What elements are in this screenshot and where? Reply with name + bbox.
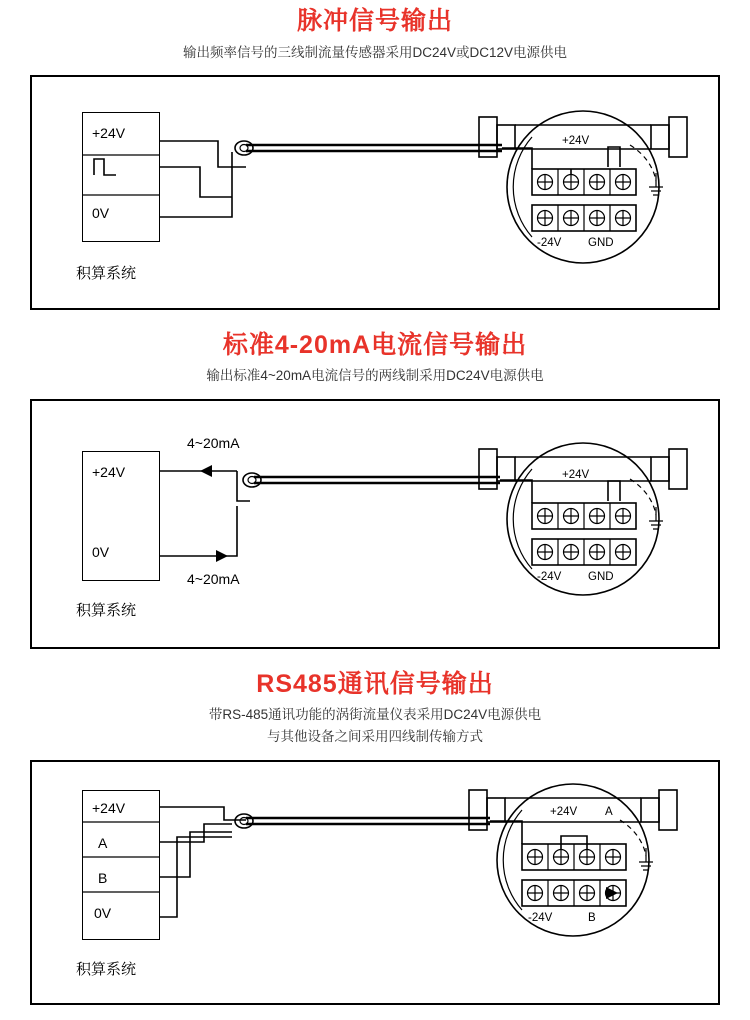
controller-terminal-label: +24V — [92, 799, 126, 816]
ground-icon — [639, 848, 653, 870]
wiring-current — [32, 401, 722, 651]
section-current-subtitle: 输出标准4~20mA电流信号的两线制采用DC24V电源供电 — [206, 368, 544, 384]
ground-icon — [649, 507, 663, 529]
transmitter-top-label: +24V — [562, 134, 590, 147]
cable-gland-icon — [235, 141, 253, 155]
controller-name: 积算系统 — [76, 960, 137, 978]
transmitter-bottom-label: B — [588, 911, 596, 924]
controller-terminal-label: +24V — [92, 124, 126, 141]
controller-terminal-label: A — [98, 834, 108, 851]
section-current — [0, 310, 750, 649]
transmitter-top-label: A — [605, 805, 613, 818]
transmitter-bottom-label: -24V — [537, 236, 562, 249]
controller-name: 积算系统 — [76, 264, 137, 282]
ground-icon — [649, 173, 663, 195]
wiring-pulse — [32, 77, 722, 312]
section-rs485-subtitle-1: 带RS-485通讯功能的涡街流量仪表采用DC24V电源供电 — [208, 707, 542, 722]
terminal-block-bottom — [532, 205, 636, 231]
section-pulse-subtitle: 输出频率信号的三线制流量传感器采用DC24V或DC12V电源供电 — [182, 44, 568, 60]
section-pulse-title: 脉冲信号输出 — [296, 7, 453, 35]
square-pulse-icon — [608, 147, 620, 167]
controller-terminal-label: 0V — [94, 904, 112, 921]
diagram-frame-current — [30, 399, 720, 649]
transmitter-bottom-label: GND — [588, 570, 614, 583]
section-pulse — [0, 0, 750, 310]
arrow-icon — [606, 887, 618, 899]
square-pulse-icon — [94, 159, 116, 175]
transmitter-top-label: +24V — [562, 468, 590, 481]
diagram-frame-pulse — [30, 75, 720, 310]
controller-name: 积算系统 — [76, 601, 137, 619]
transmitter-bottom-label: GND — [588, 236, 614, 249]
terminal-block-top — [532, 503, 636, 529]
transmitter-top-label: +24V — [550, 805, 578, 818]
transmitter-bottom-label: -24V — [528, 911, 553, 924]
signal-label-bottom: 4~20mA — [187, 570, 240, 587]
wiring-rs485 — [32, 762, 722, 1007]
signal-label-top: 4~20mA — [187, 434, 240, 451]
arrow-icon — [200, 465, 212, 477]
cable-gland-icon — [243, 473, 261, 487]
square-pulse-icon — [608, 481, 620, 501]
controller-terminal-label: +24V — [92, 463, 126, 480]
arrow-icon — [216, 550, 228, 562]
section-rs485-subtitle-2: 与其他设备之间采用四线制传输方式 — [267, 729, 483, 745]
section-rs485-title: RS485通讯信号输出 — [256, 669, 494, 698]
terminal-block-top — [532, 169, 636, 195]
section-rs485 — [0, 649, 750, 1005]
diagram-frame-rs485 — [30, 760, 720, 1005]
cable-gland-icon — [235, 814, 253, 828]
transmitter-bottom-label: -24V — [537, 570, 562, 583]
controller-terminal-label: 0V — [92, 204, 110, 221]
section-current-title: 标准4-20mA电流信号输出 — [222, 330, 528, 359]
terminal-block-bottom — [532, 539, 636, 565]
terminal-block-top — [522, 844, 626, 870]
controller-terminal-label: 0V — [92, 543, 110, 560]
controller-terminal-label: B — [98, 869, 108, 886]
